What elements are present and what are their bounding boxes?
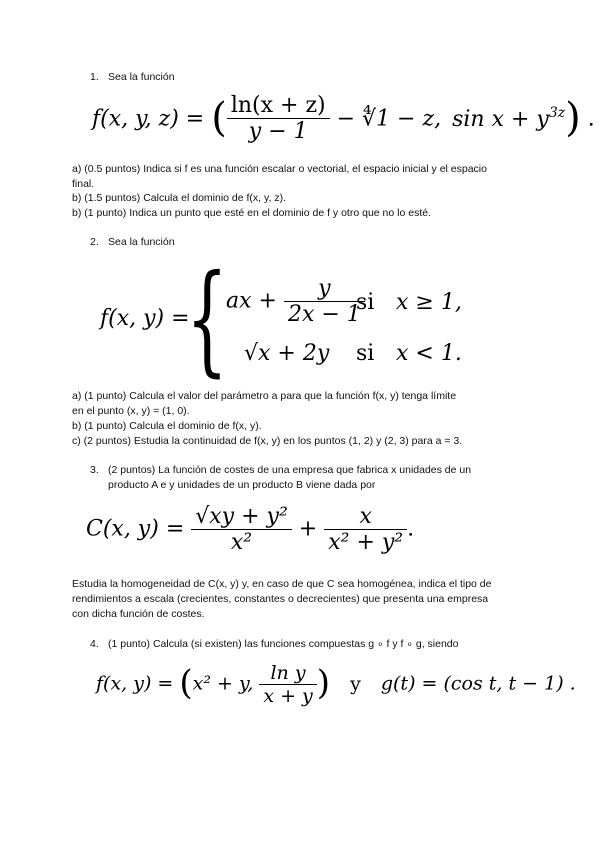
formula-numerator: ln(x + z) [230, 93, 326, 118]
problem-1-intro: Sea la función [108, 71, 175, 83]
cost-frac1-denominator: x² [191, 529, 292, 555]
case-1-left: ax + [226, 288, 277, 314]
problem-3-formula [86, 504, 414, 555]
formula-root-term: − ∜1 − z, [336, 106, 442, 132]
case-1-numerator: y [318, 276, 331, 301]
brace-icon: { [186, 250, 228, 389]
case-2-si: si [356, 341, 375, 366]
problem-2-case-1 [226, 276, 365, 327]
problem-2-part-c: c) (2 puntos) Estudia la continuidad de f(x, y) en los puntos (1, 2) y (2, 3) para a = 3. [72, 435, 463, 447]
formula-denominator: y − 1 [227, 118, 330, 144]
problem-3-text-2: rendimientos a escala (crecientes, constantes o decrecientes) que presenta una empresa [72, 593, 489, 605]
problem-2-lhs: f(x, y) = [100, 306, 190, 331]
composite-f-lhs: f(x, y) = [96, 672, 174, 695]
composite-f-first: x² + y, [192, 672, 254, 695]
problem-2-part-b: b) (1 punto) Calcula el dominio de f(x, y). [72, 420, 262, 432]
problem-3-text-3: con dicha función de costes. [72, 608, 205, 620]
composite-f-denominator: x + y [259, 684, 316, 707]
problem-1-part-a: a) (0.5 puntos) Indica si f es una función escalar o vectorial, el espacio inicial y el espacio [72, 163, 487, 175]
cost-end: . [407, 516, 415, 542]
cost-frac1-numerator: √xy + y² [195, 504, 288, 529]
composite-g-def: g(t) = (cos t, t − 1) . [380, 672, 576, 695]
problem-3-intro-line-1: (2 puntos) La función de costes de una empresa que fabrica x unidades de un [108, 464, 472, 476]
composite-f-numerator: ln y [270, 662, 306, 684]
case-1-condition: x ≥ 1, [396, 290, 462, 315]
problem-3-text-1: Estudia la homogeneidad de C(x, y) y, en caso de que C sea homogénea, indica el tipo de [72, 578, 492, 590]
cost-lhs: C(x, y) = [86, 516, 185, 542]
cost-frac2-denominator: x² + y² [324, 529, 407, 555]
problem-1-part-a-cont: final. [72, 178, 95, 190]
problem-1-part-b2: b) (1 punto) Indica un punto que esté en el dominio de f y otro que no lo esté. [72, 207, 431, 219]
formula-exponent: 3z [548, 105, 566, 122]
problem-1-formula: f(x, y, z) = ( $\frac{\ln(x + z)}{y - 1}$ − ∜1 − z, $\sin x + y^{3z}$) . [92, 93, 595, 144]
problem-4-intro: (1 punto) Calcula (si existen) las funciones compuestas g ∘ f y f ∘ g, siendo [108, 638, 459, 650]
problem-2-number: 2. [90, 236, 99, 248]
case-1-denominator: 2x − 1 [284, 301, 365, 327]
problem-1-number: 1. [90, 71, 99, 83]
formula-sin-term: sin x + y [452, 106, 549, 132]
problem-4-number: 4. [90, 638, 99, 650]
composite-y-word: y [350, 672, 361, 695]
case-2-expr: √x + 2y [244, 341, 330, 366]
problem-1-part-b: b) (1.5 puntos) Calcula el dominio de f(x, y, z). [72, 192, 286, 204]
case-1-si: si [356, 290, 375, 315]
problem-4-formula: f(x, y) = (x² + y, $\frac{\text{ln y}}{x + y}$ ) y g(t) = (cos t, t − 1) . [96, 662, 576, 707]
problem-2-part-a-cont: en el punto (x, y) = (1, 0). [72, 405, 190, 417]
problem-3-intro-line-2: producto A e y unidades de un producto B viene dada por [108, 479, 376, 491]
problem-3-number: 3. [90, 464, 99, 476]
cost-frac2-numerator: x [359, 504, 372, 529]
problem-2-part-a: a) (1 punto) Calcula el valor del parámetro a para que la función f(x, y) tenga límite [72, 390, 457, 402]
formula-lhs: f(x, y, z) = [92, 106, 205, 132]
case-2-condition: x < 1. [396, 341, 462, 366]
cost-plus: + [298, 516, 318, 542]
problem-2-intro: Sea la función [108, 236, 175, 248]
